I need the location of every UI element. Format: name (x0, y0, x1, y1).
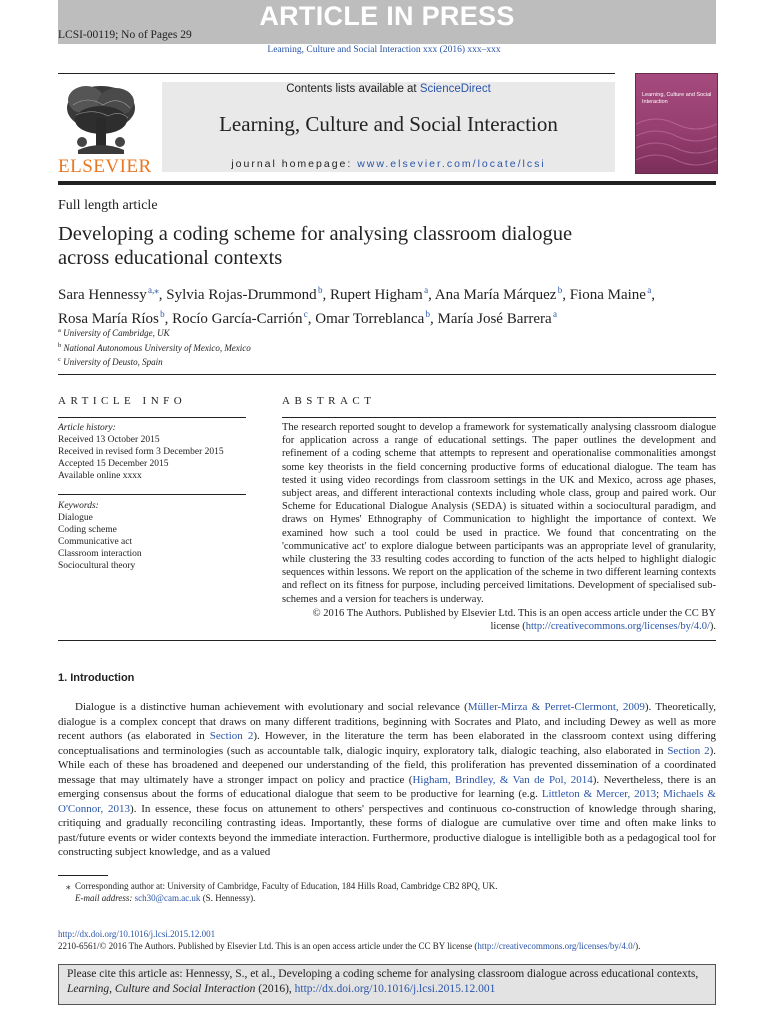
author-affiliation-link[interactable]: b (425, 309, 431, 319)
author-affiliation-link[interactable]: a (424, 285, 429, 295)
author-affiliation-link[interactable]: b (160, 309, 165, 319)
keyword-item: Sociocultural theory (58, 561, 136, 571)
homepage-line (162, 158, 615, 170)
issn-text: 2210-6561/© 2016 The Authors. Published by Elsevier Ltd. This is an open access article under the CC BY license ( (58, 941, 478, 951)
issn-line (58, 941, 640, 951)
issn-suffix: ). (635, 941, 641, 951)
affiliation-text: National Autonomous University of Mexico, Mexico (63, 342, 251, 353)
history-label: Article history: (58, 423, 116, 433)
article-history (58, 422, 224, 482)
article-in-press-text: ARTICLE IN PRESS (259, 1, 515, 31)
citation-link[interactable]: Littleton & Mercer, 2013 (541, 788, 657, 800)
homepage-link[interactable]: www.elsevier.com/locate/lcsi (357, 158, 546, 170)
footnote-marker: ⁎ (66, 881, 71, 891)
affiliation-item (58, 354, 251, 369)
author-affiliation-link[interactable]: b (317, 285, 323, 295)
citation-journal: Learning, Culture and Social Interaction (67, 982, 256, 995)
intro-text: ). Theoretically, dialogue is a complex concept that draws on many different traditions, beginning with Socrates and Plato, and including Dewey as well as more recent authors (as elaborated in (58, 701, 716, 742)
history-item: Available online xxxx (58, 471, 142, 481)
homepage-prefix: journal homepage: (231, 158, 353, 170)
author-separator: , (164, 311, 173, 327)
author-separator: , (428, 287, 435, 303)
section-heading-introduction: 1. Introduction (58, 672, 135, 684)
keywords (58, 500, 142, 572)
article-info-heading: ARTICLE INFO (58, 395, 187, 407)
author-list (58, 281, 723, 329)
citation-doi-link[interactable]: http://dx.doi.org/10.1016/j.lcsi.2015.12.001 (294, 982, 496, 995)
footnote-rule (58, 875, 108, 876)
abstract-bottom-rule (58, 640, 716, 641)
contents-line (162, 83, 615, 95)
header-bottom-rule (58, 181, 716, 185)
author: Rocío García-Carrión (172, 311, 303, 327)
affiliation-key: a (58, 327, 61, 334)
intro-text: ). In essence, these focus on attunement to others' perspectives and continuous co-construction of knowledge through sharing, critiquing and gradually reconciling contrasting ideas. Importantly, these forms of dialogue are cumulative over time and often make links to past/future events or wider contexts beyond the immediate interaction. Furthermore, productive dialogue is intelligible both as a pedagogical tool for constructing subject knowledge, and as a valued (58, 802, 716, 858)
affiliation-text: University of Cambridge, UK (63, 328, 170, 338)
keyword-item: Classroom interaction (58, 549, 142, 559)
keywords-rule (58, 494, 246, 495)
title-line-1: Developing a coding scheme for analysing classroom dialogue (58, 223, 573, 245)
footnote (66, 880, 497, 904)
section-link[interactable]: Section 2 (667, 744, 710, 757)
intro-text: Dialogue is a distinctive human achievement with evolutionary and social relevance ( (75, 701, 468, 713)
corresponding-author: Corresponding author at: University of Cambridge, Faculty of Education, 184 Hills Road, Cambridge CB2 8PQ, UK. (75, 881, 498, 891)
affiliation-text: University of Deusto, Spain (63, 357, 163, 367)
author: Ana María Márquez (434, 287, 557, 303)
header-top-rule (58, 73, 615, 74)
author: Sylvia Rojas-Drummond (166, 287, 317, 303)
author: Sara Hennessy (58, 287, 147, 303)
author-affiliation-link[interactable]: a (647, 285, 652, 295)
author-separator: , (430, 311, 438, 327)
author-affiliation-link[interactable]: c (303, 309, 308, 319)
intro-text: ). However, in the literature the term has been elaborated in the classroom context using differing conceptualisations and terminologies (such as accountable talk, dialogic inquiry, exploratory talk, dialogic teaching, also elaborated in (58, 730, 717, 757)
citation-link[interactable]: Higham, Brindley, & Van de Pol, 2014 (412, 773, 593, 786)
author-affiliation-link[interactable]: a,⁎ (148, 285, 159, 295)
citation-box (58, 964, 716, 1005)
affiliations-rule (58, 374, 716, 375)
author-affiliation-link[interactable]: a (552, 309, 557, 319)
history-item: Accepted 15 December 2015 (58, 459, 169, 469)
elsevier-wordmark: ELSEVIER (58, 156, 152, 177)
author: María José Barrera (437, 311, 552, 327)
manuscript-id: LCSI-00119; No of Pages 29 (58, 29, 192, 41)
license-link[interactable]: http://creativecommons.org/licenses/by/4.0/ (525, 621, 710, 633)
journal-name: Learning, Culture and Social Interaction (219, 112, 558, 136)
keywords-label: Keywords: (58, 501, 99, 511)
license-link[interactable]: http://creativecommons.org/licenses/by/4.0/ (477, 941, 636, 951)
section-link[interactable]: Section 2 (209, 730, 254, 742)
affiliation-key: c (58, 356, 61, 363)
author: Rupert Higham (329, 287, 423, 303)
author-separator: , (562, 287, 570, 303)
keyword-item: Dialogue (58, 513, 93, 523)
copyright-line: © 2016 The Authors. Published by Elsevier Ltd. This is an open access article under the CC BY (312, 608, 716, 619)
email-name: (S. Hennessy). (202, 893, 256, 903)
history-item: Received in revised form 3 December 2015 (58, 447, 224, 457)
citation-text (67, 967, 712, 996)
author-affiliation-link[interactable]: b (557, 285, 563, 295)
copyright-license-prefix: license ( (490, 621, 526, 633)
copyright-suffix: ). (709, 621, 716, 633)
citation-link[interactable]: Müller-Mirza & Perret-Clermont, 2009 (467, 701, 645, 713)
abstract-text: The research reported sought to develop a framework for systematically analysing classroom dialogue for application across a range of educational settings. The paper outlines the development and refinement of a coding scheme that attempts to represent and operationalise commonalities amongst some key theorists in the field concerning productive forms of educational dialogue. The team has tested it using video recordings from classroom settings in the UK and Mexico, across age phases, subject areas, and different interactional contexts including whole class, group and paired work. Our Scheme for Educational Dialogue Analysis (SEDA) is situated within a sociocultural paradigm, and draws on Hymes' Ethnography of Communication to highlight the importance of context. We examined how such a tool could be used in practice. We found that concentrating on the 'communicative act' to explore dialogue between participants was an appropriate level of granularity, while clustering the 33 resulting codes according to function of the acts helped to highlight dialogic sequences within lessons. We report on the application of the scheme in two different learning contexts and reflect on its fitness for purpose, including perceived limitations. Development of specialised sub-schemes and a version for teachers is underway. (282, 422, 716, 605)
abstract-copyright (282, 607, 716, 633)
email-link[interactable]: sch30@cam.ac.uk (134, 893, 201, 903)
intro-text: ). Nevertheless, there is an emerging consensus about the forms of educational dialogue that seem to be productive for learning (e.g. (58, 773, 716, 800)
intro-text: ). While each of these has broadened and deepened our understanding of the field, this proliferation has prevented dissemination of a coordinated message that may ultimately have a stronger impact on policy and practice ( (58, 744, 716, 786)
citation-prefix: Please cite this article as: Hennessy, S., et al., Developing a coding scheme for analysing classroom dialogue across educational contexts, (67, 968, 699, 980)
keyword-item: Communicative act (58, 537, 133, 547)
journal-cover-image (635, 73, 718, 174)
journal-header-box (162, 82, 615, 172)
introduction-paragraph (58, 700, 716, 860)
author: Fiona Maine (569, 287, 646, 303)
article-info-rule (58, 417, 246, 418)
affiliation-item (58, 340, 251, 355)
history-item: Received 13 October 2015 (58, 435, 160, 445)
article-title (58, 222, 678, 270)
citation-year: (2016), (255, 982, 295, 995)
author-separator: , (307, 311, 316, 327)
email-label: E-mail address: (75, 893, 133, 903)
title-line-2: across educational contexts (58, 247, 283, 269)
author: Rosa María Ríos (58, 311, 159, 327)
abstract-heading: ABSTRACT (282, 395, 376, 407)
author-separator: , (158, 287, 167, 303)
journal-reference-link[interactable]: Learning, Culture and Social Interaction xxx (2016) xxx–xxx (267, 45, 501, 55)
keyword-item: Coding scheme (58, 525, 117, 535)
doi-link[interactable]: http://dx.doi.org/10.1016/j.lcsi.2015.12.001 (58, 929, 216, 939)
author-separator: , (322, 287, 330, 303)
affiliation-key: b (58, 341, 62, 349)
citation-link[interactable]: Michaels & O'Connor, 2013 (58, 788, 716, 815)
affiliation-item (58, 325, 251, 340)
affiliations (58, 325, 251, 369)
author: Omar Torreblanca (315, 311, 425, 327)
sciencedirect-link[interactable]: ScienceDirect (419, 83, 491, 95)
abstract-rule (282, 417, 716, 418)
contents-prefix: Contents lists available at (286, 83, 417, 95)
cover-title: Learning, Culture and Social Interaction (642, 92, 712, 105)
article-type: Full length article (58, 198, 158, 213)
cover-pattern (636, 114, 717, 169)
intro-text: ; (656, 788, 664, 800)
author-separator: , (651, 287, 655, 303)
